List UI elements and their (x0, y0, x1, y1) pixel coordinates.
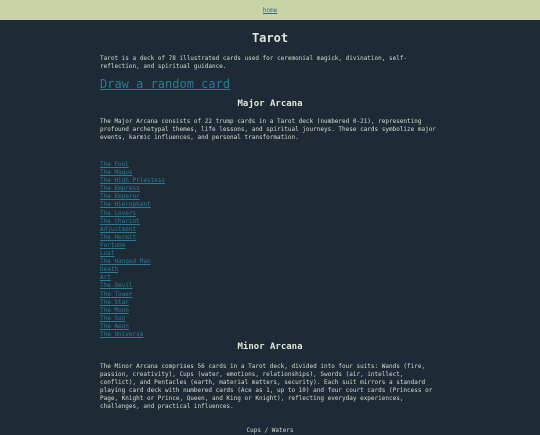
card-link[interactable]: Fortune (100, 241, 126, 249)
card-list-item (100, 305, 440, 322)
top-nav-bar (0, 0, 540, 20)
card-list-item (100, 321, 440, 338)
card-list-item (100, 313, 440, 330)
minor-arcana-heading: Minor Arcana (237, 342, 303, 353)
card-link[interactable]: The Star (100, 298, 129, 306)
card-list-item (100, 200, 440, 217)
major-arcana-heading: Major Arcana (237, 99, 303, 109)
card-list-item (100, 289, 440, 306)
card-list-item (100, 167, 440, 185)
card-list-item (100, 248, 440, 266)
card-list-item (100, 272, 440, 290)
page-title: Tarot (251, 31, 289, 45)
draw-random-card-link[interactable]: Draw a random card (100, 77, 231, 91)
card-list-item (100, 159, 440, 177)
card-list-item (100, 256, 440, 274)
card-link[interactable]: The Hanged Man (100, 258, 151, 266)
card-link[interactable]: The Aeon (100, 322, 129, 330)
card-link[interactable]: The Magus (100, 169, 133, 177)
cups-waters-heading: Cups / Waters (246, 427, 294, 435)
card-list-item (100, 151, 440, 168)
card-link[interactable]: The Hierophant (100, 201, 151, 209)
card-link[interactable]: Lust (100, 250, 115, 258)
card-link[interactable]: The High Priestess (100, 177, 166, 185)
card-list-item (100, 224, 440, 241)
card-list-item (100, 183, 440, 201)
main-content (100, 20, 440, 435)
card-link[interactable]: The Chariot (100, 217, 140, 225)
card-link[interactable]: The Tower (100, 290, 133, 298)
card-list-item (100, 208, 440, 225)
card-list-item (100, 240, 440, 258)
card-link[interactable]: The Fool (100, 161, 129, 168)
card-link[interactable]: The Emperor (100, 193, 140, 201)
card-link[interactable]: The Hermit (100, 233, 137, 241)
card-list-item (100, 297, 440, 314)
card-link[interactable]: The Sun (100, 314, 126, 322)
card-link[interactable]: Death (100, 266, 119, 274)
card-link[interactable]: The Moon (100, 306, 129, 314)
card-link[interactable]: Art (100, 274, 111, 282)
card-link[interactable]: Adjustment (100, 225, 137, 233)
minor-arcana-description: The Minor Arcana comprises 56 cards in a Tarot deck, divided into four suits: Wands (fire, passion, creativity), Cups (water, emotions, relationships), Swords (air, intellect, conflict), and Pentacles (earth, material matters, security). Each suit mirrors a standard playing card deck with numbered cards (Ace as 1, up to 10) and four court cards (Princess or Page, Knight or Prince, Queen, and King or Knight), reflecting everyday experiences, challenges, and practical influences. (100, 363, 433, 411)
card-list-item (100, 264, 440, 282)
home-link[interactable]: home (262, 6, 278, 14)
card-list-item (100, 232, 440, 249)
card-list-item (100, 216, 440, 233)
intro-text: Tarot is a deck of 78 illustrated cards used for ceremonial magick, divination, self-reflection, and spiritual guidance. (100, 55, 408, 70)
card-link[interactable]: The Universe (100, 330, 144, 338)
card-list-item (100, 191, 440, 209)
card-link[interactable]: The Devil (100, 282, 133, 290)
card-link[interactable]: The Lovers (100, 209, 137, 217)
major-arcana-description: The Major Arcana consists of 22 trump cards in a Tarot deck (numbered 0-21), representing profound archetypal themes, life lessons, and spiritual journeys. These cards symbolize major events, karmic influences, and personal transformation. (100, 118, 436, 141)
card-list-item (100, 281, 440, 298)
major-arcana-card-list (100, 151, 440, 338)
card-link[interactable]: The Empress (100, 185, 140, 193)
